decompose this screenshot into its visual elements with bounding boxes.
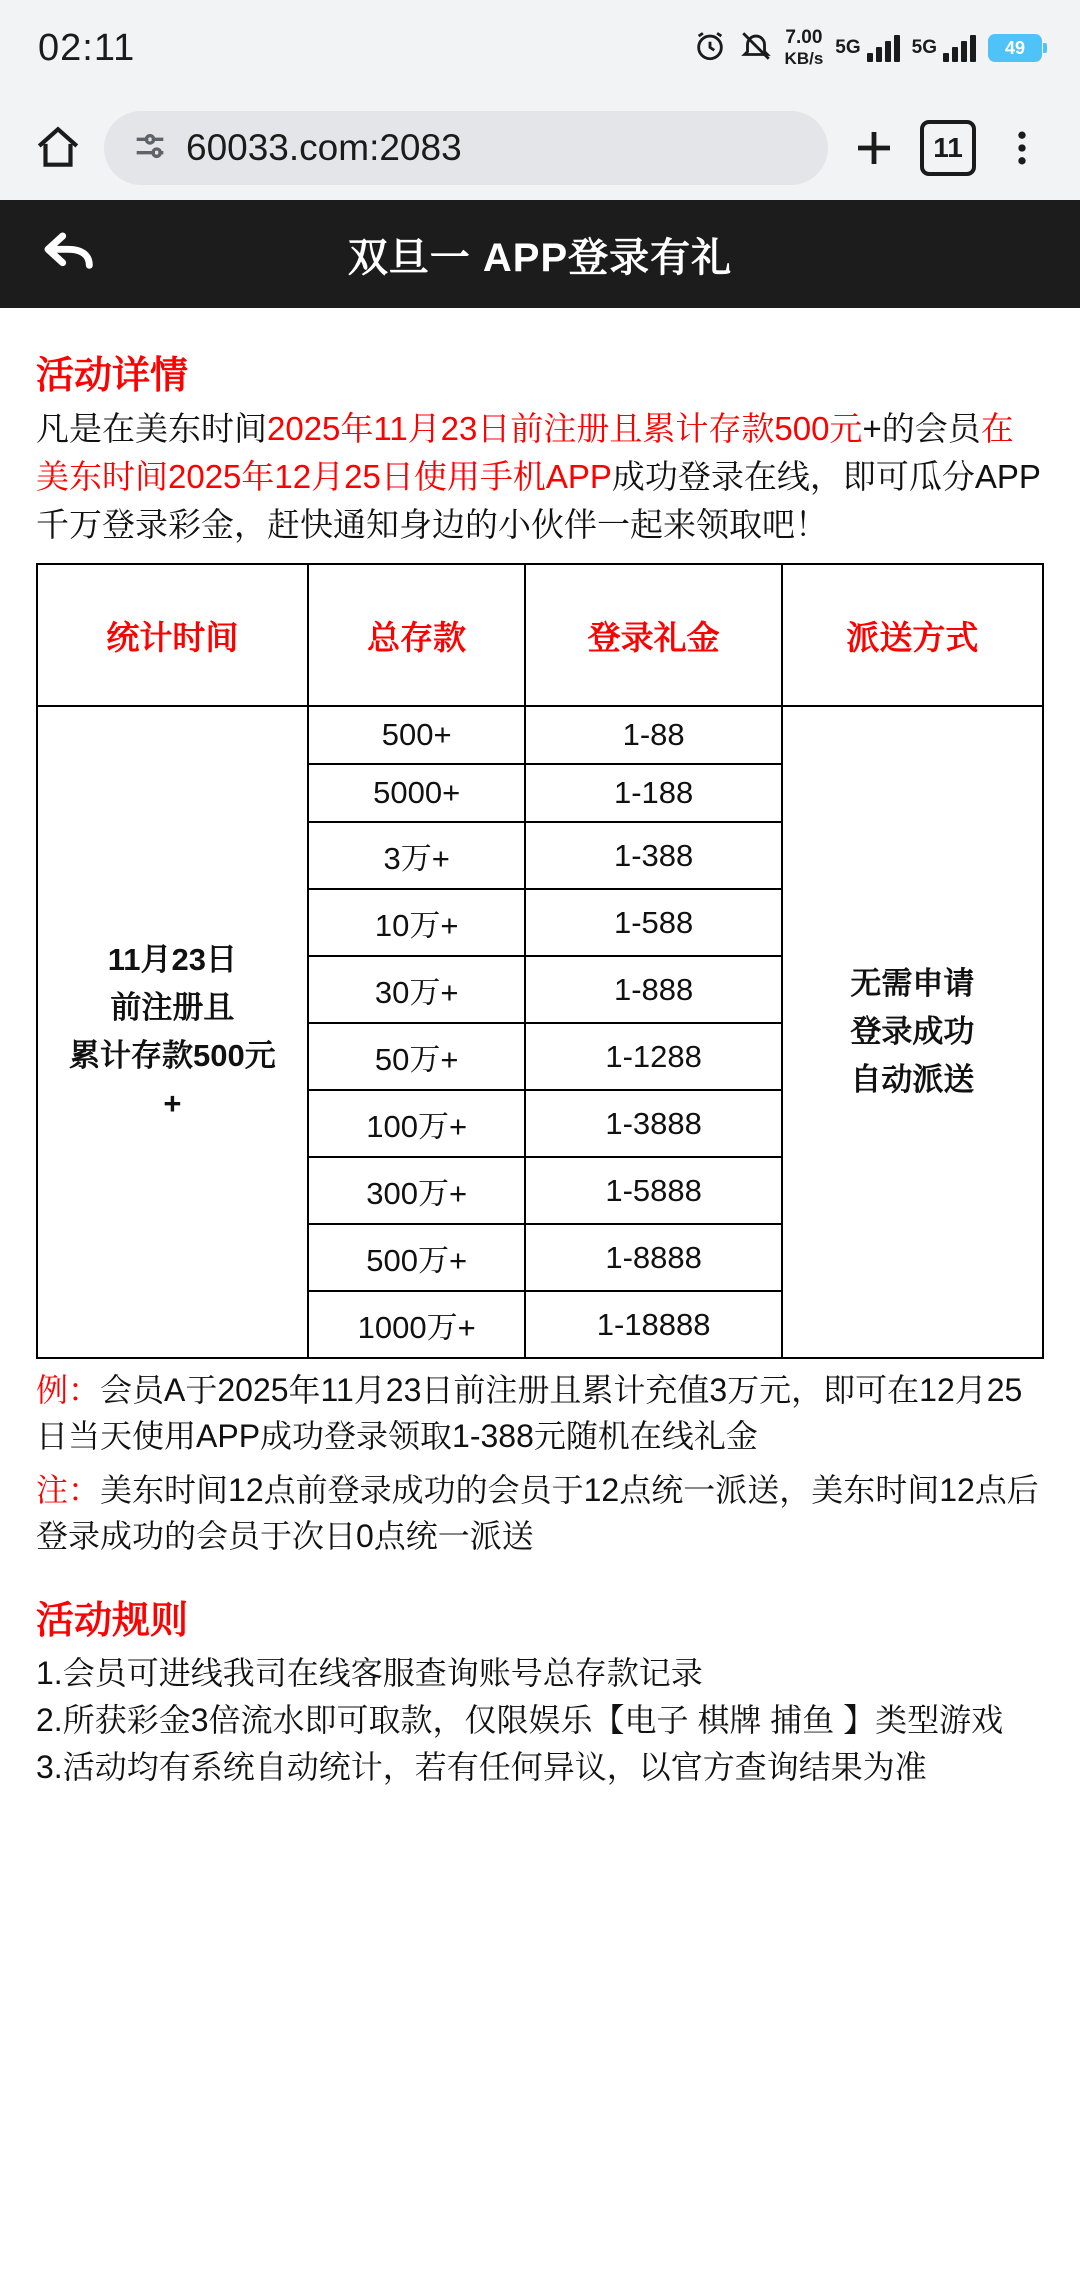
activity-detail-title: 活动详情 [36,355,189,397]
battery-level: 49 [1004,37,1026,58]
overflow-menu-icon[interactable] [994,120,1050,176]
status-icons [693,27,1042,69]
detail-part: 凡是在美东时间 [36,410,267,447]
new-tab-button[interactable] [846,120,902,176]
period-cell [37,706,308,1358]
attention-lead: 注： [36,1472,101,1508]
example-text: 会员A于2025年11月23日前注册且累计充值3万元，即可在12月25日当天使用APP成功登录领取1-388元随机在线礼金 [36,1372,1023,1454]
deposit-cell: 5000+ [308,764,526,822]
deposit-cell: 500+ [308,706,526,764]
tab-switcher-button[interactable] [920,120,976,176]
detail-part-red: 2025年11月23日前注册且累计存款500元 [267,410,863,447]
network-speed [785,27,824,69]
network-speed-unit: KB/s [784,49,824,68]
period-line: 11月23日 [107,942,238,977]
example-note [36,1367,1044,1459]
bonus-cell: 1-88 [525,706,781,764]
delivery-line: 登录成功 [850,1014,975,1049]
table-header-cell: 派送方式 [782,564,1043,706]
example-lead: 例： [36,1372,101,1408]
site-info-icon[interactable] [130,126,170,171]
deposit-cell: 3万+ [308,822,526,889]
status-bar [0,0,1080,96]
bonus-cell: 1-588 [525,889,781,956]
page-header [0,200,1080,308]
deposit-cell: 30万+ [308,956,526,1023]
rule-item: 1.会员可进线我司在线客服查询账号总存款记录 [36,1655,703,1691]
deposit-cell: 500万+ [308,1224,526,1291]
deposit-cell: 50万+ [308,1023,526,1090]
deposit-cell: 10万+ [308,889,526,956]
address-bar[interactable] [104,111,828,185]
notification-muted-icon [739,29,773,68]
bonus-cell: 1-8888 [525,1224,781,1291]
deposit-cell: 300万+ [308,1157,526,1224]
table-header-cell: 统计时间 [37,564,308,706]
table-header-cell: 登录礼金 [525,564,781,706]
delivery-line: 无需申请 [850,966,975,1001]
deposit-cell: 1000万+ [308,1291,526,1358]
back-arrow-icon[interactable] [36,220,100,289]
bonus-cell: 1-1288 [525,1023,781,1090]
url-text: 60033.com:2083 [186,127,462,168]
rule-item: 2.所获彩金3倍流水即可取款，仅限娱乐【电子 棋牌 捕鱼 】类型游戏 [36,1702,1004,1738]
period-line: 前注册且 [110,990,235,1025]
deposit-cell: 100万+ [308,1090,526,1157]
bonus-cell: 1-5888 [525,1157,781,1224]
bonus-cell: 1-388 [525,822,781,889]
status-clock: 02:11 [38,26,136,69]
attention-text: 美东时间12点前登录成功的会员于12点统一派送，美东时间12点后登录成功的会员于次日0点统一派送 [36,1472,1039,1554]
detail-part: 成功登录在线，即可瓜分APP千万登录彩金，赶快通知身边的小伙伴一起来领取吧！ [36,458,1041,543]
alarm-icon [693,29,727,68]
sim2-network-label: 5G [911,37,937,58]
rules-title: 活动规则 [36,1600,189,1642]
detail-part: +的会员 [862,410,981,447]
battery-icon [988,34,1042,62]
table-header-cell: 总存款 [308,564,526,706]
page-content [0,308,1080,1791]
page-title: 双旦一 APP登录有礼 [347,235,733,280]
network-speed-value: 7.00 [785,27,823,48]
bonus-cell: 1-188 [525,764,781,822]
sim1-network-label: 5G [835,37,861,58]
sim2-signal-icon [943,34,976,62]
activity-detail-paragraph [36,405,1044,549]
delivery-line: 自动派送 [850,1062,975,1097]
period-line: 累计存款500元 [69,1038,276,1073]
sim1-signal-icon [867,34,900,62]
detail-part-red: 在美东时间2025年12月25日使用手机APP [36,410,1014,495]
bonus-cell: 1-18888 [525,1291,781,1358]
rule-item: 3.活动均有系统自动统计，若有任何异议，以官方查询结果为准 [36,1749,927,1785]
home-icon[interactable] [30,120,86,176]
bonus-cell: 1-888 [525,956,781,1023]
browser-toolbar [0,96,1080,200]
bonus-cell: 1-3888 [525,1090,781,1157]
attention-note [36,1467,1044,1559]
table-header-row [37,564,1043,706]
tab-count: 11 [920,120,976,176]
period-line: + [163,1086,182,1121]
delivery-cell [782,706,1043,1358]
promo-table [36,563,1044,1359]
table-row [37,706,1043,764]
